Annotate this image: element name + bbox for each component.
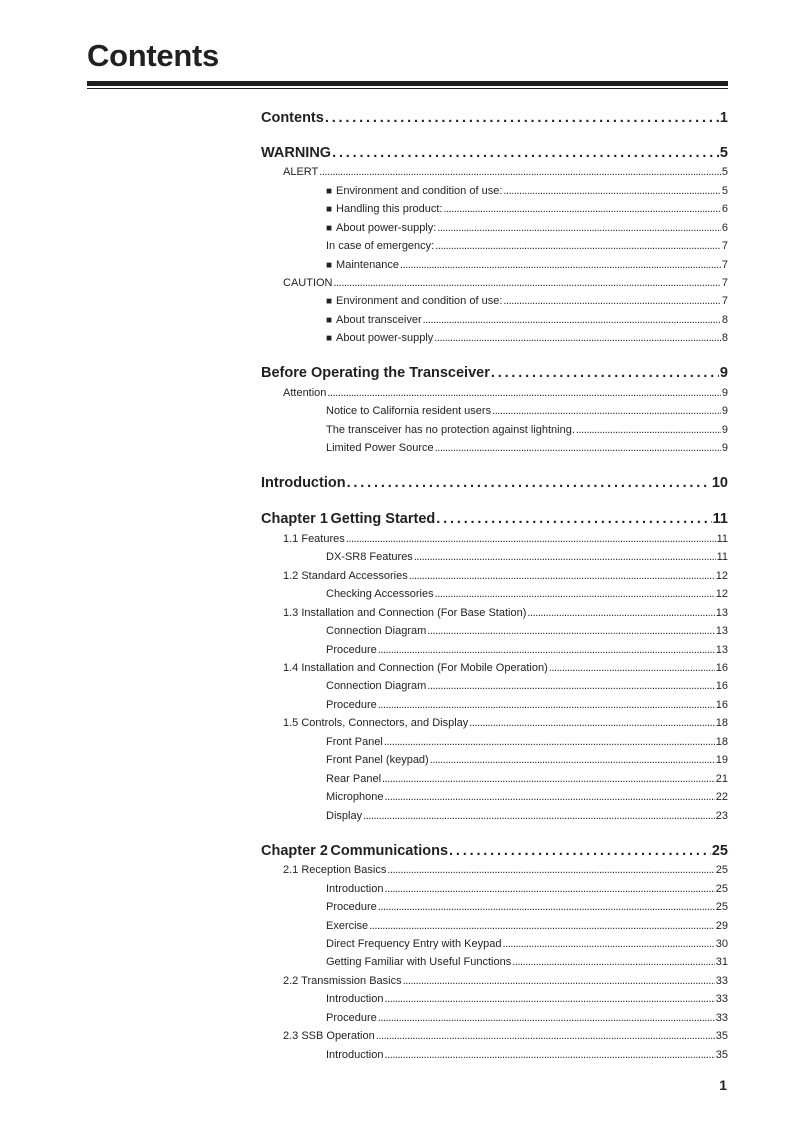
dot-leader <box>369 920 715 932</box>
dot-leader <box>492 405 721 417</box>
toc-entry-title: 2.3 SSB Operation <box>283 1030 375 1042</box>
dot-leader <box>435 588 715 600</box>
dot-leader <box>430 754 715 766</box>
toc-subsection-entry[interactable] <box>326 993 728 1005</box>
toc-entry-page: 25 <box>715 883 728 895</box>
toc-entry-page: 11 <box>716 533 728 545</box>
square-bullet-icon: ■ <box>326 315 333 326</box>
dot-leader <box>503 295 721 307</box>
toc-chapter-entry[interactable] <box>261 145 728 161</box>
toc-entry-page: 7 <box>721 277 728 289</box>
toc-section-entry[interactable] <box>283 277 728 289</box>
toc-entry-page: 18 <box>715 717 728 729</box>
dot-leader <box>502 938 714 950</box>
toc-entry-title: Limited Power Source <box>326 442 434 454</box>
square-bullet-icon: ■ <box>326 204 333 215</box>
toc-subsection-entry[interactable] <box>326 901 728 913</box>
dot-leader <box>549 662 715 674</box>
toc-entry-title: Front Panel <box>326 736 383 748</box>
dot-leader <box>382 773 715 785</box>
page-title: Contents <box>87 38 219 73</box>
toc-subsection-entry[interactable] <box>326 810 728 822</box>
dot-leader <box>449 843 711 859</box>
dot-leader <box>378 699 715 711</box>
toc-entry-title: DX-SR8 Features <box>326 551 413 563</box>
dot-leader <box>384 883 714 895</box>
toc-entry-page: 25 <box>715 901 728 913</box>
toc-chapter-number: Chapter 1 <box>261 511 328 527</box>
toc-entry-page: 35 <box>715 1030 728 1042</box>
dot-leader <box>384 791 714 803</box>
toc-entry-title: Procedure <box>326 644 377 656</box>
toc-subsection-entry[interactable] <box>326 551 728 563</box>
toc-entry-page: 9 <box>721 405 728 417</box>
toc-entry-title: 1.2 Standard Accessories <box>283 570 408 582</box>
toc-entry-page: 12 <box>715 570 728 582</box>
toc-entry-page: 7 <box>721 259 728 271</box>
toc-subsection-entry[interactable] <box>326 736 728 748</box>
dot-leader <box>427 680 714 692</box>
toc-entry-title: The transceiver has no protection against lightning. <box>326 424 575 436</box>
toc-entry-page: 11 <box>716 551 728 563</box>
dot-leader <box>400 259 721 271</box>
dot-leader <box>384 993 714 1005</box>
dot-leader <box>403 975 715 987</box>
toc-subsection-entry[interactable] <box>326 332 728 344</box>
toc-chapter-entry[interactable] <box>261 511 728 527</box>
toc-entry-title: Checking Accessories <box>326 588 434 600</box>
toc-entry-title: 1.3 Installation and Connection (For Base Station) <box>283 607 527 619</box>
toc-entry-title: Microphone <box>326 791 384 803</box>
dot-leader <box>435 442 721 454</box>
dot-leader <box>491 365 719 381</box>
toc-subsection-entry[interactable] <box>326 314 728 326</box>
toc-entry-page: 13 <box>715 625 728 637</box>
toc-entry-title: Direct Frequency Entry with Keypad <box>326 938 502 950</box>
toc-entry-title: Notice to California resident users <box>326 405 492 417</box>
toc-entry-title: Communications <box>330 843 449 859</box>
dot-leader <box>435 240 721 252</box>
dot-leader <box>363 810 715 822</box>
toc-entry-title: Introduction <box>261 475 346 491</box>
dot-leader <box>409 570 715 582</box>
toc-section-entry[interactable] <box>283 864 728 876</box>
toc-subsection-entry[interactable] <box>326 680 728 692</box>
toc-entry-title: About power-supply <box>336 332 434 344</box>
toc-section-entry[interactable] <box>283 387 728 399</box>
toc-entry-title: Front Panel (keypad) <box>326 754 429 766</box>
square-bullet-icon: ■ <box>326 223 333 234</box>
toc-entry-page: 33 <box>715 1012 728 1024</box>
toc-entry-page: 6 <box>721 222 728 234</box>
toc-subsection-entry[interactable] <box>326 1012 728 1024</box>
toc-entry-title: CAUTION <box>283 277 333 289</box>
dot-leader <box>443 203 720 215</box>
toc-entry-page: 23 <box>715 810 728 822</box>
toc-subsection-entry[interactable] <box>326 295 728 307</box>
toc-entry-title: Display <box>326 810 363 822</box>
toc-entry-title: Environment and condition of use: <box>336 185 503 197</box>
toc-subsection-entry[interactable] <box>326 773 728 785</box>
toc-entry-page: 33 <box>715 993 728 1005</box>
dot-leader <box>437 222 721 234</box>
toc-entry-page: 16 <box>715 680 728 692</box>
dot-leader <box>423 314 721 326</box>
square-bullet-icon: ■ <box>326 260 333 271</box>
toc-subsection-entry[interactable] <box>326 442 728 454</box>
toc-chapter-entry[interactable] <box>261 475 728 491</box>
toc-entry-title: 2.1 Reception Basics <box>283 864 387 876</box>
toc-entry-page: 21 <box>715 773 728 785</box>
toc-subsection-entry[interactable] <box>326 240 728 252</box>
dot-leader <box>334 277 721 289</box>
toc-chapter-entry[interactable] <box>261 365 728 381</box>
dot-leader <box>576 424 721 436</box>
toc-entry-page: 22 <box>715 791 728 803</box>
toc-entry-title: Introduction <box>326 1049 384 1061</box>
toc-entry-title: Procedure <box>326 1012 377 1024</box>
square-bullet-icon: ■ <box>326 296 333 307</box>
toc-entry-page: 5 <box>721 166 728 178</box>
toc-entry-title: Rear Panel <box>326 773 382 785</box>
dot-leader <box>436 511 711 527</box>
toc-entry-page: 16 <box>715 699 728 711</box>
toc-entry-title: Exercise <box>326 920 369 932</box>
toc-subsection-entry[interactable] <box>326 920 728 932</box>
dot-leader <box>512 956 715 968</box>
toc-subsection-entry[interactable] <box>326 185 728 197</box>
toc-subsection-entry[interactable] <box>326 791 728 803</box>
dot-leader <box>384 736 715 748</box>
toc-entry-page: 9 <box>721 387 728 399</box>
toc-subsection-entry[interactable] <box>326 754 728 766</box>
toc-entry-page: 13 <box>715 644 728 656</box>
toc-entry-page: 8 <box>721 332 728 344</box>
dot-leader <box>332 145 719 161</box>
dot-leader <box>319 166 721 178</box>
toc-entry-title: Introduction <box>326 993 384 1005</box>
toc-entry-title: 1.1 Features <box>283 533 345 545</box>
dot-leader <box>325 110 719 126</box>
toc-entry-page: 30 <box>715 938 728 950</box>
toc-entry-page: 29 <box>715 920 728 932</box>
toc-entry-title: 2.2 Transmission Basics <box>283 975 402 987</box>
toc-entry-title: In case of emergency: <box>326 240 435 252</box>
dot-leader <box>378 644 715 656</box>
toc-entry-page: 25 <box>715 864 728 876</box>
square-bullet-icon: ■ <box>326 333 333 344</box>
toc-entry-page: 12 <box>715 588 728 600</box>
toc-subsection-entry[interactable] <box>326 956 728 968</box>
toc-entry-title: Environment and condition of use: <box>336 295 503 307</box>
toc-entry-title: Attention <box>283 387 327 399</box>
toc-subsection-entry[interactable] <box>326 424 728 436</box>
toc-subsection-entry[interactable] <box>326 259 728 271</box>
toc-entry-title: About transceiver <box>336 314 422 326</box>
toc-section-entry[interactable] <box>283 607 728 619</box>
toc-entry-title: Connection Diagram <box>326 625 427 637</box>
toc-subsection-entry[interactable] <box>326 883 728 895</box>
toc-entry-page: 13 <box>715 607 728 619</box>
toc-section-entry[interactable] <box>283 975 728 987</box>
dot-leader <box>527 607 714 619</box>
toc-entry-page: 19 <box>715 754 728 766</box>
dot-leader <box>378 1012 715 1024</box>
dot-leader <box>384 1049 714 1061</box>
dot-leader <box>378 901 715 913</box>
toc-section-entry[interactable] <box>283 570 728 582</box>
toc-section-entry[interactable] <box>283 166 728 178</box>
dot-leader <box>469 717 714 729</box>
toc-entry-title: 1.4 Installation and Connection (For Mobile Operation) <box>283 662 548 674</box>
toc-section-entry[interactable] <box>283 717 728 729</box>
toc-entry-page: 18 <box>715 736 728 748</box>
toc-entry-page: 6 <box>721 203 728 215</box>
toc-entry-page: 8 <box>721 314 728 326</box>
toc-entry-title: Procedure <box>326 699 377 711</box>
toc-subsection-entry[interactable] <box>326 699 728 711</box>
dot-leader <box>503 185 721 197</box>
toc-section-entry[interactable] <box>283 533 728 545</box>
toc-entry-page: 25 <box>711 843 728 859</box>
toc-chapter-number: Chapter 2 <box>261 843 328 859</box>
dot-leader <box>427 625 714 637</box>
dot-leader <box>346 533 716 545</box>
toc-entry-page: 35 <box>715 1049 728 1061</box>
dot-leader <box>376 1030 715 1042</box>
toc-entry-page: 1 <box>719 110 728 126</box>
page-number: 1 <box>719 1077 727 1093</box>
toc-entry-title: Connection Diagram <box>326 680 427 692</box>
toc-entry-title: Procedure <box>326 901 377 913</box>
toc-subsection-entry[interactable] <box>326 588 728 600</box>
toc-entry-page: 33 <box>715 975 728 987</box>
toc-entry-page: 5 <box>719 145 728 161</box>
toc-subsection-entry[interactable] <box>326 1049 728 1061</box>
toc-entry-title: WARNING <box>261 145 332 161</box>
toc-entry-title: About power-supply: <box>336 222 437 234</box>
toc-entry-page: 11 <box>712 511 728 527</box>
toc-entry-page: 7 <box>721 295 728 307</box>
toc-subsection-entry[interactable] <box>326 203 728 215</box>
toc-entry-page: 16 <box>715 662 728 674</box>
toc-entry-page: 9 <box>721 424 728 436</box>
toc-entry-page: 10 <box>711 475 728 491</box>
square-bullet-icon: ■ <box>326 186 333 197</box>
toc-entry-page: 9 <box>719 365 728 381</box>
toc-subsection-entry[interactable] <box>326 405 728 417</box>
toc-subsection-entry[interactable] <box>326 938 728 950</box>
toc-entry-title: Introduction <box>326 883 384 895</box>
toc-entry-title: Handling this product: <box>336 203 443 215</box>
toc-entry-page: 31 <box>715 956 728 968</box>
dot-leader <box>327 387 720 399</box>
dot-leader <box>434 332 721 344</box>
dot-leader <box>347 475 711 491</box>
toc-entry-title: Contents <box>261 110 324 126</box>
toc-entry-page: 7 <box>721 240 728 252</box>
toc-section-entry[interactable] <box>283 662 728 674</box>
toc-chapter-entry[interactable] <box>261 843 728 859</box>
toc-entry-title: ALERT <box>283 166 319 178</box>
toc-entry-page: 5 <box>721 185 728 197</box>
toc-section-entry[interactable] <box>283 1030 728 1042</box>
toc-entry-title: 1.5 Controls, Connectors, and Display <box>283 717 469 729</box>
toc-subsection-entry[interactable] <box>326 644 728 656</box>
toc-subsection-entry[interactable] <box>326 222 728 234</box>
toc-subsection-entry[interactable] <box>326 625 728 637</box>
toc-entry-title: Before Operating the Transceiver <box>261 365 490 381</box>
toc-entry-title: Getting Familiar with Useful Functions <box>326 956 512 968</box>
toc-entry-page: 9 <box>721 442 728 454</box>
dot-leader <box>414 551 716 563</box>
toc-entry-title: Getting Started <box>330 511 436 527</box>
toc-chapter-entry[interactable] <box>261 110 728 126</box>
toc-entry-title: Maintenance <box>336 259 400 271</box>
dot-leader <box>387 864 714 876</box>
